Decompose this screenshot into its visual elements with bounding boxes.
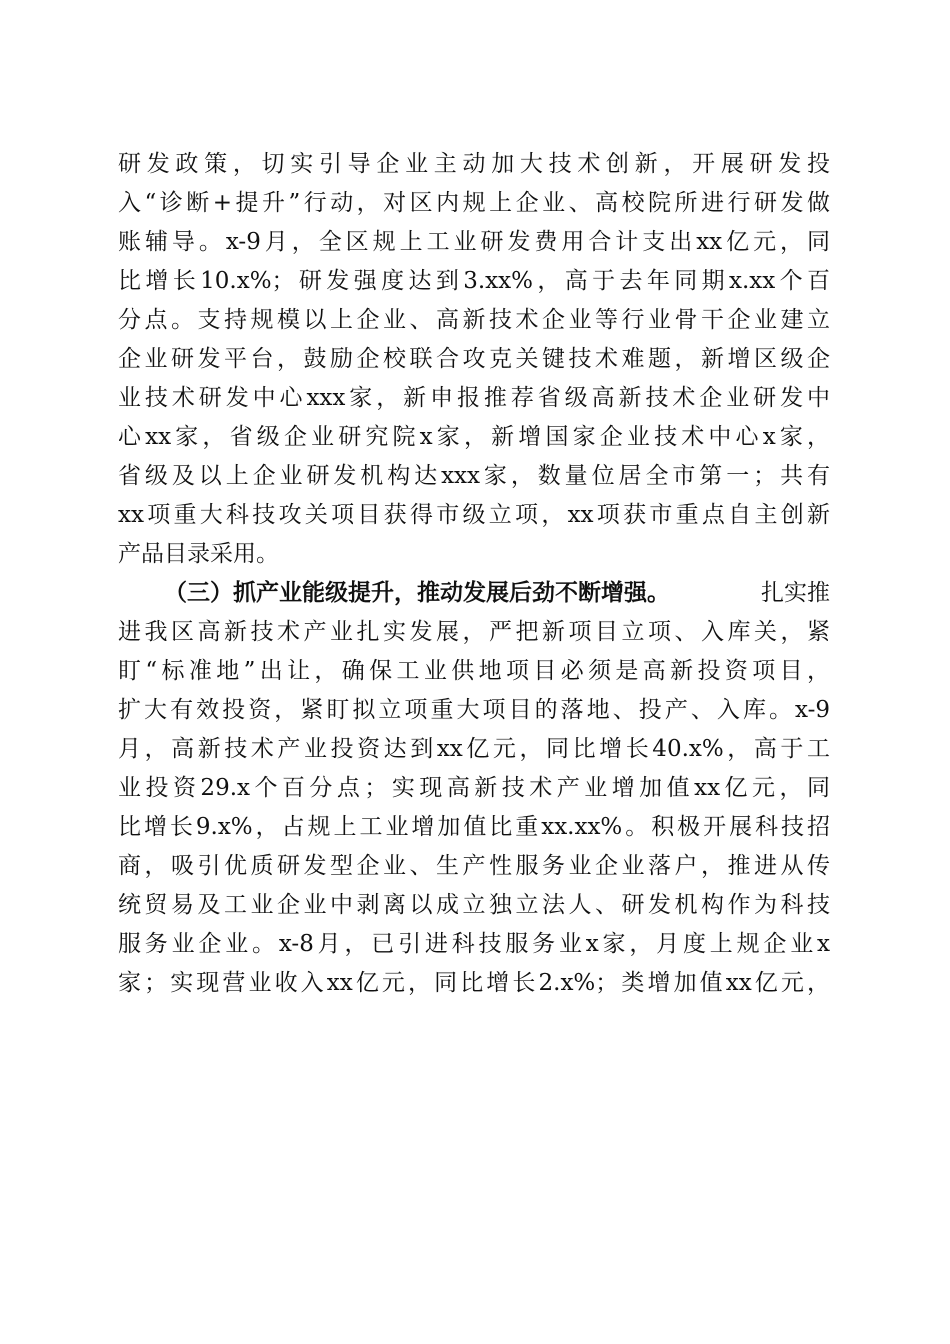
section-heading: （三）抓产业能级提升，推动发展后劲不断增强。: [164, 579, 670, 606]
paragraph-1-line-4: 比增长10.x%；研发强度达到3.xx%，高于去年同期x.xx个百: [118, 268, 830, 294]
paragraph-1-line-10: xx项重大科技攻关项目获得市级立项，xx项获市重点自主创新: [118, 502, 830, 528]
paragraph-1-line-7: 业技术研发中心xxx家，新申报推荐省级高新技术企业研发中: [118, 385, 830, 411]
paragraph-1-line-9: 省级及以上企业研发机构达xxx家，数量位居全市第一；共有: [118, 463, 830, 489]
paragraph-1-line-1: 研发政策，切实引导企业主动加大技术创新，开展研发投: [118, 151, 830, 177]
paragraph-2-line-5: 月，高新技术产业投资达到xx亿元，同比增长40.x%，高于工: [118, 736, 830, 762]
paragraph-1-line-3: 账辅导。x-9月，全区规上工业研发费用合计支出xx亿元，同: [118, 229, 830, 255]
paragraph-1-line-8: 心xx家，省级企业研究院x家，新增国家企业技术中心x家，: [118, 424, 830, 450]
paragraph-2-first-line: [164, 579, 830, 607]
paragraph-2-line-2: 进我区高新技术产业扎实发展，严把新项目立项、入库关，紧: [118, 619, 830, 645]
paragraph-2-first-line-rest: 扎实推: [761, 580, 830, 606]
paragraph-1-line-6: 企业研发平台，鼓励企校联合攻克关键技术难题，新增区级企: [118, 346, 830, 372]
paragraph-2-line-8: 商，吸引优质研发型企业、生产性服务业企业落户，推进从传: [118, 853, 830, 879]
paragraph-2-line-3: 盯“标准地”出让，确保工业供地项目必须是高新投资项目，: [118, 658, 830, 684]
paragraph-2-line-9: 统贸易及工业企业中剥离以成立独立法人、研发机构作为科技: [118, 892, 830, 918]
paragraph-1-line-11: 产品目录采用。: [118, 541, 279, 567]
paragraph-2-line-4: 扩大有效投资，紧盯拟立项重大项目的落地、投产、入库。x-9: [118, 697, 830, 723]
body-text: [118, 150, 830, 1150]
paragraph-2-line-11: 家；实现营业收入xx亿元，同比增长2.x%；类增加值xx亿元，: [118, 970, 830, 996]
paragraph-2-line-6: 业投资29.x个百分点；实现高新技术产业增加值xx亿元，同: [118, 775, 830, 801]
paragraph-2-line-10: 服务业企业。x-8月，已引进科技服务业x家，月度上规企业x: [118, 931, 830, 957]
paragraph-2-line-7: 比增长9.x%，占规上工业增加值比重xx.xx%。积极开展科技招: [118, 814, 830, 840]
paragraph-1-line-2: 入“诊断+提升”行动，对区内规上企业、高校院所进行研发做: [118, 190, 830, 216]
paragraph-1-line-5: 分点。支持规模以上企业、高新技术企业等行业骨干企业建立: [118, 307, 830, 333]
